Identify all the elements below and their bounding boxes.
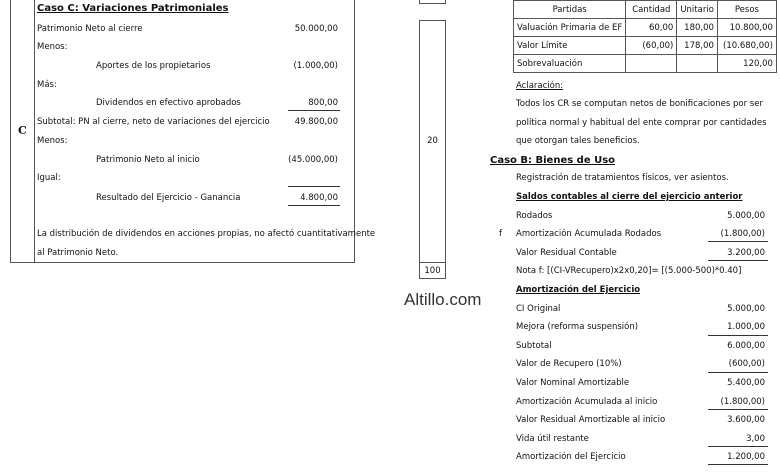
table-cell: (60,00)	[626, 37, 677, 55]
dividendos-value: 800,00	[308, 98, 338, 108]
table-header-row	[514, 1, 777, 19]
caso-b-title: Caso B: Bienes de Uso	[490, 155, 616, 166]
table-cell: 60,00	[626, 19, 677, 37]
igual-label: Igual:	[37, 173, 61, 183]
subtotal-b-rule	[708, 335, 768, 336]
vr-contable-rule	[708, 241, 768, 242]
amort-ej-value: 1.200,00	[727, 452, 765, 462]
rodados-value: 5.000,00	[727, 211, 765, 221]
table-row	[514, 37, 777, 55]
nota-dividendos-2: al Patrimonio Neto.	[37, 248, 119, 258]
rodados-label: Rodados	[516, 211, 553, 221]
mejora-label: Mejora (reforma suspensión)	[516, 322, 639, 332]
mejora-value: 1.000,00	[727, 322, 765, 332]
aclaracion-line-2: política normal y habitual del ente comprar por cantidades	[516, 118, 767, 128]
vida-util-value: 3,00	[746, 434, 765, 444]
table-cell: 120,00	[717, 55, 776, 73]
pn-inicio-label: Patrimonio Neto al inicio	[96, 155, 200, 165]
valor-recupero-label: Valor de Recupero (10%)	[516, 359, 622, 369]
ci-original-label: CI Original	[516, 304, 561, 314]
partidas-table	[513, 0, 777, 73]
pn-cierre-value: 50.000,00	[294, 24, 338, 34]
subtotal-label: Subtotal: PN al cierre, neto de variaciones del ejercicio	[37, 117, 270, 127]
header-pesos: Pesos	[717, 1, 776, 19]
table-cell: 10.800,00	[717, 19, 776, 37]
aclaracion-line-1: Todos los CR se computan netos de bonificaciones por ser	[516, 99, 763, 109]
vna-value: 5.400,00	[727, 378, 765, 388]
header-cantidad: Cantidad	[626, 1, 677, 19]
amort-letter: f	[499, 229, 502, 239]
valor-recupero-value: (600,00)	[728, 359, 765, 369]
table-cell: (10.680,00)	[717, 37, 776, 55]
amort-acum-label: Amortización Acumulada Rodados	[516, 229, 662, 239]
vr-contable-value: 3.200,00	[727, 248, 765, 258]
caso-b-registro: Registración de tratamientos físicos, ver asientos.	[516, 173, 729, 183]
table-cell: 180,00	[677, 19, 718, 37]
score-total: 100	[424, 266, 441, 276]
aportes-label: Aportes de los propietarios	[96, 61, 211, 71]
amort-ej-rule	[708, 446, 768, 447]
amort-acum-inicio-value: (1.800,00)	[720, 397, 765, 407]
resultado-bottom-rule	[288, 205, 340, 206]
subtotal-rule	[288, 110, 340, 111]
aportes-value: (1.000,00)	[293, 61, 338, 71]
amort-acum-value: (1.800,00)	[720, 229, 765, 239]
vna-label: Valor Nominal Amortizable	[516, 378, 630, 388]
score-top-stub	[419, 0, 446, 4]
pn-cierre-label: Patrimonio Neto al cierre	[37, 24, 143, 34]
mas-label: Más:	[37, 80, 57, 90]
nota-dividendos-1: La distribución de dividendos en acciones propias, no afectó cuantitativamente	[37, 229, 376, 239]
table-cell: Valor Límite	[514, 37, 626, 55]
header-unitario: Unitario	[677, 1, 718, 19]
vida-util-label: Vida útil restante	[516, 434, 589, 444]
vra-label: Valor Residual Amortizable al inicio	[516, 415, 666, 425]
vr-contable-bottom-rule	[708, 260, 768, 261]
caso-c-title: Caso C: Variaciones Patrimoniales	[37, 3, 229, 14]
table-cell: Valuación Primaria de EF	[514, 19, 626, 37]
resultado-value: 4.800,00	[300, 193, 338, 203]
vra-rule	[708, 409, 768, 410]
ci-original-value: 5.000,00	[727, 304, 765, 314]
table-cell: 178,00	[677, 37, 718, 55]
menos-label-2: Menos:	[37, 136, 68, 146]
amort-acum-inicio-label: Amortización Acumulada al inicio	[516, 397, 658, 407]
vr-contable-label: Valor Residual Contable	[516, 248, 617, 258]
vra-value: 3.600,00	[727, 415, 765, 425]
amort-ej-title: Amortización del Ejercicio	[516, 285, 641, 295]
pn-inicio-value: (45.000,00)	[288, 155, 338, 165]
table-cell	[677, 55, 718, 73]
caso-c-content-box	[34, 0, 355, 263]
resultado-label: Resultado del Ejercicio - Ganancia	[96, 193, 241, 203]
vna-rule	[708, 372, 768, 373]
table-row	[514, 55, 777, 73]
subtotal-b-label: Subtotal	[516, 341, 552, 351]
amort-ej-label: Amortización del Ejercicio	[516, 452, 626, 462]
subtotal-b-value: 6.000,00	[727, 341, 765, 351]
table-cell: Sobrevaluación	[514, 55, 626, 73]
dividendos-label: Dividendos en efectivo aprobados	[96, 98, 241, 108]
table-cell	[626, 55, 677, 73]
aclaracion-line-3: que otorgan tales beneficios.	[516, 136, 640, 146]
saldos-title: Saldos contables al cierre del ejercicio anterior	[516, 192, 743, 202]
header-partidas: Partidas	[514, 1, 626, 19]
score-c-points: 20	[427, 136, 438, 146]
subtotal-value: 49.800,00	[294, 117, 338, 127]
caso-c-row-letter: C	[18, 124, 27, 137]
aclaracion-title: Aclaración:	[516, 81, 564, 91]
watermark: Altillo.com	[404, 290, 482, 309]
nota-f: Nota f: [(CI-VRecupero)x2x0,20]= [(5.000-500)*0.40]	[516, 266, 742, 276]
table-row	[514, 19, 777, 37]
resultado-top-rule	[288, 186, 340, 187]
menos-label-1: Menos:	[37, 42, 68, 52]
amort-ej-bottom-rule	[708, 464, 768, 465]
